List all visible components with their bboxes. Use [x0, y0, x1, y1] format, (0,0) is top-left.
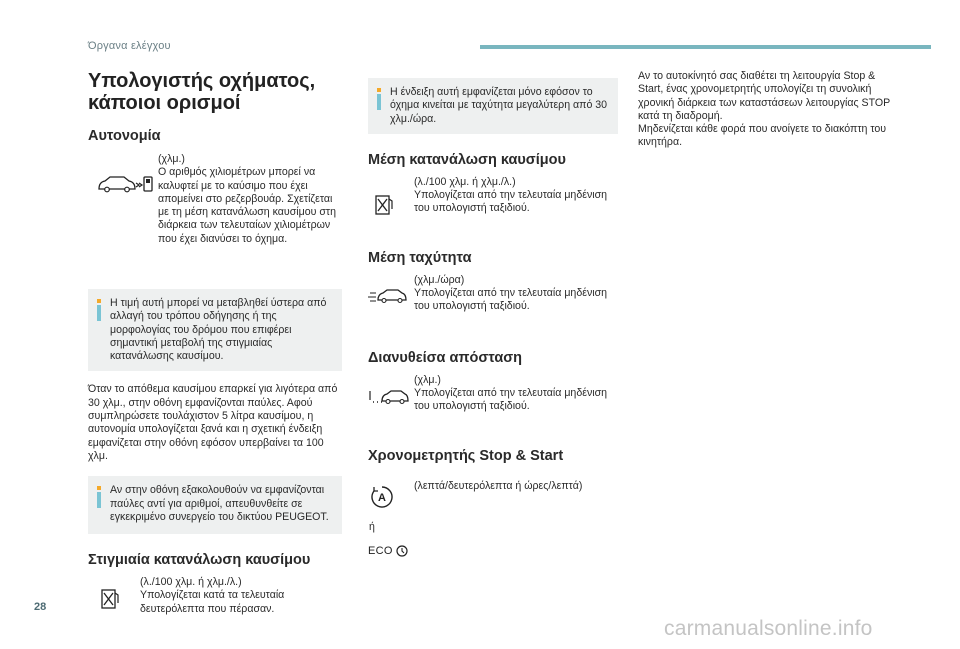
average-consumption-entry: [368, 176, 618, 244]
autonomy-entry: [88, 153, 342, 281]
section-label: Όργανα ελέγχου: [88, 40, 171, 52]
average-consumption-text: (λ./100 χλμ. ή χλμ./λ.) Υπολογίζεται από την τελευταία μηδένιση του υπολογιστή ταξιδιού.: [414, 175, 608, 215]
page-number: 28: [34, 601, 47, 613]
eco-label: ECO: [368, 544, 393, 557]
svg-text:A: A: [378, 491, 386, 504]
column-right: [638, 70, 900, 150]
stop-start-heading: Χρονομετρητής Stop & Start: [368, 447, 564, 464]
distance-text: (χλμ.) Υπολογίζεται από την τελευταία μηδένιση του υπολογιστή ταξιδιού.: [414, 373, 608, 413]
fuel-reserve-paragraph: Όταν το απόθεμα καυσίμου επαρκεί για λιγότερα από 30 χλμ., στην οθόνη εμφανίζονται παύλες. Αφού συμπληρώσετε τουλάχιστον 5 λίτρα καυσίμου, η αυτονομία υπολογίζεται ξανά και η σχετική ένδειξη εμφανίζεται στην οθόνη εφόσον υπερβαίνει τα 100 χλμ.: [88, 383, 338, 462]
fuel-pump-icon: [374, 194, 394, 216]
fuel-pump-icon: [100, 588, 120, 610]
distance-entry: [368, 374, 618, 448]
stop-start-a-icon: [370, 485, 394, 509]
column-left: [88, 70, 342, 618]
car-range-fuel-icon: [96, 175, 156, 195]
stop-start-entry: [368, 480, 618, 560]
stop-start-or-label: ή: [369, 520, 375, 533]
stop-start-text: (λεπτά/δευτερόλεπτα ή ώρες/λεπτά): [414, 479, 583, 492]
average-speed-entry: [368, 274, 618, 350]
page-title: Υπολογιστής οχήματος, κάποιοι ορισμοί: [88, 70, 316, 114]
info-icon: [97, 299, 101, 321]
moving-car-icon: [368, 288, 408, 304]
info-icon: [377, 88, 381, 110]
average-consumption-heading: Μέση κατανάλωση καυσίμου: [368, 151, 566, 168]
instant-consumption-text: (λ./100 χλμ. ή χλμ./λ.) Υπολογίζεται κατά τα τελευταία δευτερόλεπτα που πέρασαν.: [140, 576, 285, 615]
autonomy-heading: Αυτονομία: [88, 128, 161, 144]
distance-heading: Διανυθείσα απόσταση: [368, 349, 523, 366]
info-box-3: [368, 78, 618, 134]
column-middle: [368, 78, 618, 560]
car-distance-icon: [368, 388, 410, 406]
info-text-3: Η ένδειξη αυτή εμφανίζεται μόνο εφόσον το όχημα κινείται με ταχύτητα μεγαλύτερη από 30 χλμ./ώρα.: [390, 86, 608, 125]
eco-timer-icon: [368, 544, 409, 558]
instant-consumption-heading: Στιγμιαία κατανάλωση καυσίμου: [88, 552, 311, 569]
info-text-2: Αν στην οθόνη εξακολουθούν να εμφανίζονται παύλες αντί για αριθμοί, απευθυνθείτε σε εγκεκριμένο συνεργείο του δικτύου PEUGEOT.: [110, 484, 329, 523]
average-speed-text: (χλμ./ώρα) Υπολογίζεται από την τελευταία μηδένιση του υπολογιστή ταξιδιού.: [414, 273, 608, 313]
info-box-1: [88, 289, 342, 371]
autonomy-text: (χλμ.) Ο αριθμός χιλιομέτρων μπορεί να καλυφτεί με το καύσιμο που έχει απομείνει στο ρεζερβουάρ. Σχετίζεται με τη μέση κατανάλωση καυσίμου στη διάρκεια των τελευταίων χιλιομέτρων που έχει διανύσει το όχημα.: [158, 153, 336, 245]
header-bar: [480, 45, 931, 49]
info-box-2: [88, 476, 342, 534]
info-text-1: Η τιμή αυτή μπορεί να μεταβληθεί ύστερα από αλλαγή του τρόπου οδήγησης ή της μορφολογίας του δρόμου που επιφέρει σημαντική μεταβολή της στιγμιαίας κατανάλωσης καυσίμου.: [110, 297, 327, 363]
average-speed-heading: Μέση ταχύτητα: [368, 249, 472, 266]
watermark: carmanualsonline.info: [664, 617, 873, 640]
info-icon: [97, 486, 101, 508]
stop-start-description: Αν το αυτοκίνητό σας διαθέτει τη λειτουργία Stop & Start, ένας χρονομετρητής υπολογίζει τη συνολική χρονική διάρκεια των καταστάσεων λειτουργίας STOP κατά τη διαδρομή. Μηδενίζεται κάθε φορά που ανοίγετε το διακόπτη του κινητήρα.: [638, 70, 890, 149]
instant-consumption-entry: [88, 576, 342, 618]
